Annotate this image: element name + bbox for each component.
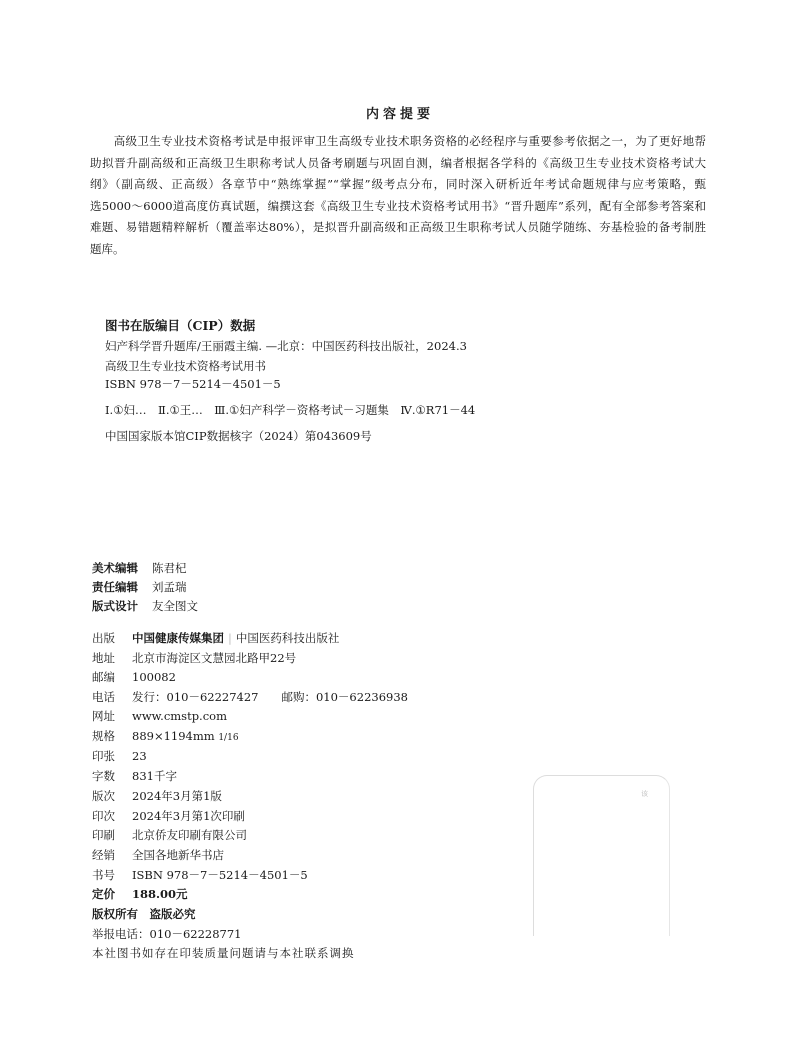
publisher-row: 出版 中国健康传媒集团 | 中国医药科技出版社 — [92, 631, 340, 645]
summary-line: 纲》（副高级、正高级）各章节中“熟练掌握”“掌握”级考点分布，同时深入研析近年考试命题规律与应考策略，甄 — [90, 177, 706, 191]
sheets-row: 印张 23 — [92, 749, 147, 763]
summary-line: 高级卫生专业技术资格考试是申报评审卫生高级专业技术职务资格的必经程序与重要参考依据之一，为了更好地帮 — [90, 134, 706, 148]
cip-classification: Ⅰ.①妇… Ⅱ.①王… Ⅲ.①妇产科学－资格考试－习题集 Ⅳ.①R71－44 — [105, 403, 476, 417]
faint-overlay-box — [533, 775, 670, 936]
address-row: 地址 北京市海淀区文慧园北路甲22号 — [92, 651, 297, 665]
summary-line: 题库。 — [90, 241, 125, 256]
printing-row: 印次 2024年3月第1次印刷 — [92, 809, 245, 823]
phone-row: 电话 发行：010－62227427 邮购：010－62236938 — [92, 690, 408, 704]
summary-line: 选5000～6000道高度仿真试题，编撰这套《高级卫生专业技术资格考试用书》“晋升题库”系列，配有全部参考答案和 — [90, 198, 706, 213]
credit-row: 版式设计 友全图文 — [92, 599, 198, 613]
summary-paragraph — [90, 131, 706, 260]
distributor-row: 经销 全国各地新华书店 — [92, 848, 224, 862]
credit-row: 责任编辑 刘孟瑞 — [92, 580, 187, 594]
cip-line: 高级卫生专业技术资格考试用书 — [105, 359, 266, 373]
cip-line: 妇产科学晋升题库/王丽霞主编. —北京：中国医药科技出版社，2024.3 — [105, 339, 467, 353]
quality-notice: 本社图书如存在印装质量问题请与本社联系调换 — [92, 946, 355, 960]
summary-line: 难题、易错题精粹解析（覆盖率达80%），是拟晋升副高级和正高级卫生职称考试人员随学随练、夯基检验的备考制胜 — [90, 220, 706, 234]
website-row: 网址 www.cmstp.com — [92, 709, 227, 723]
printer-row: 印刷 北京侨友印刷有限公司 — [92, 828, 247, 842]
credit-row: 美术编辑 陈君杞 — [92, 561, 187, 575]
summary-line: 助拟晋升副高级和正高级卫生职称考试人员备考刷题与巩固自测，编者根据各学科的《高级卫生专业技术资格考试大 — [90, 155, 706, 170]
format-row: 规格 889×1194mm 1/16 — [92, 729, 239, 743]
cip-number: 中国国家版本馆CIP数据核字（2024）第043609号 — [105, 429, 372, 443]
rights-notice: 版权所有 盗版必究 — [92, 907, 196, 921]
report-phone: 举报电话：010－62228771 — [92, 927, 242, 941]
edition-row: 版次 2024年3月第1版 — [92, 789, 222, 803]
postcode-row: 邮编 100082 — [92, 670, 176, 684]
cip-isbn: ISBN 978－7－5214－4501－5 — [105, 377, 281, 391]
price-row: 定价 188.00元 — [92, 887, 188, 901]
isbn-row: 书号 ISBN 978－7－5214－4501－5 — [92, 868, 308, 882]
cip-heading: 图书在版编目（CIP）数据 — [105, 318, 256, 333]
words-row: 字数 831千字 — [92, 769, 177, 783]
summary-title: 内容提要 — [365, 107, 434, 122]
overlay-text: 该 — [641, 790, 648, 798]
